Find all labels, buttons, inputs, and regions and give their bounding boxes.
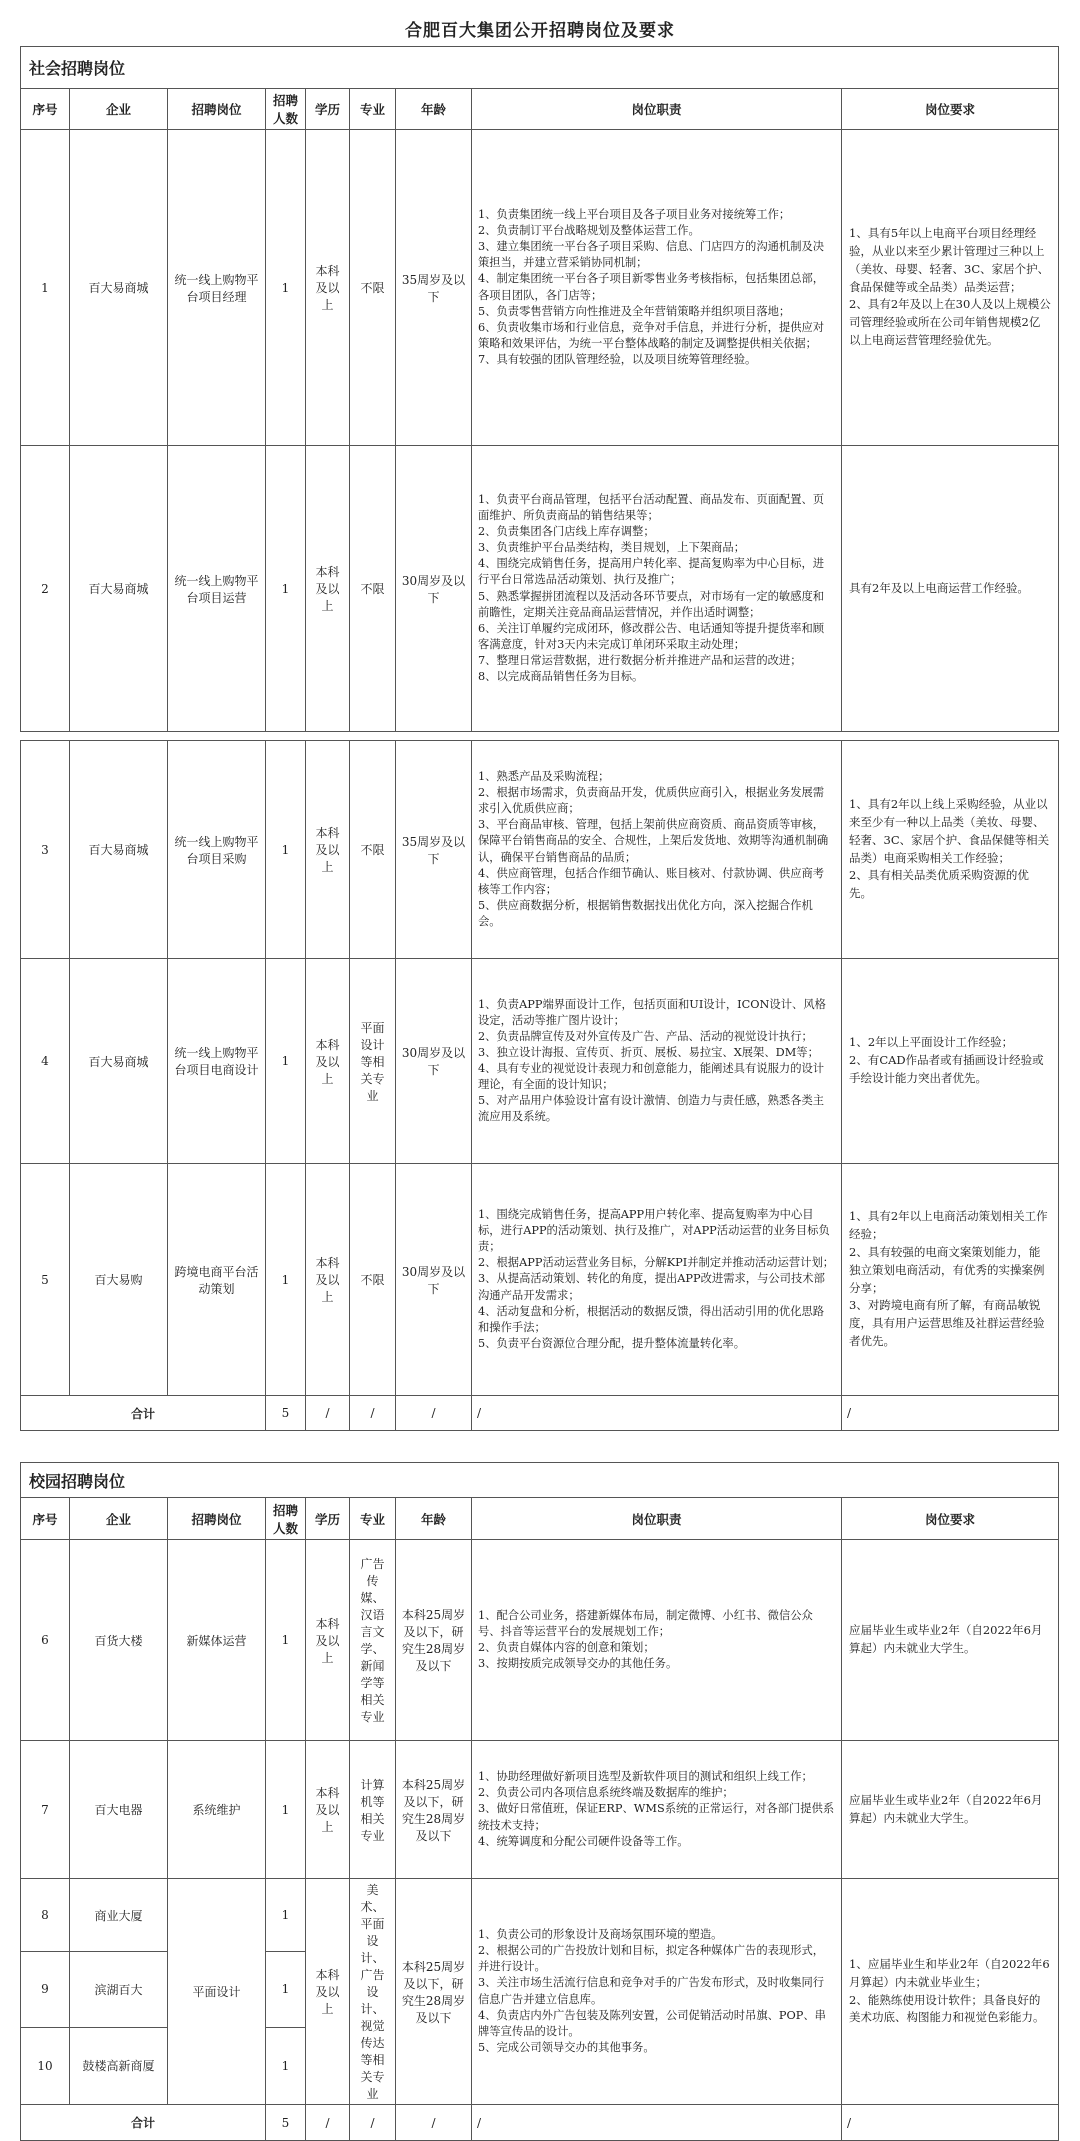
cell-duties [472, 446, 842, 732]
cell-edu: 本科及以上 [306, 741, 350, 959]
cell-reqs [842, 1164, 1059, 1396]
cell-duties [472, 1164, 842, 1396]
duty-item: 4、负责店内外广告包装及陈列安置，公司促销活动时吊旗、POP、串牌等宣传品的设计。 [478, 2008, 826, 2038]
header-position: 招聘岗位 [168, 1498, 266, 1540]
total-label: 合计 [21, 2105, 266, 2141]
cell-no: 2 [21, 446, 70, 732]
cell-position: 系统维护 [168, 1741, 266, 1879]
cell-major: 平面设计等相关专业 [350, 959, 396, 1164]
duty-item: 1、负责集团统一线上平台项目及各子项目业务对接统筹工作； [478, 208, 791, 222]
cell-position: 统一线上购物平台项目运营 [168, 446, 266, 732]
cell-position: 统一线上购物平台项目采购 [168, 741, 266, 959]
cell-edu: 本科及以上 [306, 446, 350, 732]
cell-count: 1 [266, 1952, 306, 2027]
page-title: 合肥百大集团公开招聘岗位及要求 [405, 21, 675, 41]
cell-count: 1 [266, 446, 306, 732]
cell-edu: 本科及以上 [306, 1540, 350, 1741]
req-item: 1、应届毕业生和毕业2年（自2022年6月算起）内未就业毕业生； [849, 1956, 1050, 1989]
cell-major: 不限 [350, 446, 396, 732]
req-item: 应届毕业生或毕业2年（自2022年6月算起）内未就业大学生。 [849, 1792, 1043, 1825]
req-item: 2、具有2年及以上在30人及以上规模公司管理经验或所在公司年销售规模2亿以上电商运营管理经验优先。 [849, 297, 1051, 348]
duty-item: 2、根据APP活动运营业务目标，分解KPI并制定并推动活动运营计划； [478, 1256, 835, 1270]
duty-item: 5、供应商数据分析，根据销售数据找出优化方向，深入挖掘合作机会。 [478, 898, 813, 928]
duty-item: 3、从提高活动策划、转化的角度，提出APP改进需求，与公司技术部沟通产品开发需求； [478, 1272, 825, 1302]
duty-item: 7、具有较强的团队管理经验，以及项目统筹管理经验。 [478, 352, 757, 366]
header-count: 招聘人数 [266, 89, 306, 130]
cell-major: 不限 [350, 1164, 396, 1396]
cell-no: 7 [21, 1741, 70, 1879]
duty-item: 4、围绕完成销售任务，提高用户转化率、提高复购率为中心目标，进行平台日常选品活动策划、执行及推广； [478, 557, 825, 587]
cell-duties [472, 959, 842, 1164]
header-row [21, 89, 1059, 130]
cell-position: 新媒体运营 [168, 1540, 266, 1741]
header-major: 专业 [350, 89, 396, 130]
cell-duties [472, 1741, 842, 1879]
cell-no: 8 [21, 1879, 70, 1952]
duty-item: 4、活动复盘和分析，根据活动的数据反馈，得出活动引用的优化思路和操作手法； [478, 1304, 825, 1334]
total-slash: / [396, 2105, 472, 2141]
duty-item: 5、完成公司领导交办的其他事务。 [478, 2040, 655, 2054]
duty-item: 1、熟悉产品及采购流程； [478, 770, 610, 784]
header-count: 招聘人数 [266, 1498, 306, 1540]
duty-item: 7、整理日常运营数据，进行数据分析并推进产品和运营的改进； [478, 653, 802, 667]
duty-item: 6、负责收集市场和行业信息，竞争对手信息，并进行分析，提供应对策略和效果评估，为统一平台整体战略的制定及调整提供相关依据； [478, 320, 825, 350]
duty-item: 3、按期按质完成领导交办的其他任务。 [478, 1657, 678, 1671]
duty-item: 3、负责维护平台品类结构，类目规划，上下架商品； [478, 541, 746, 555]
cell-edu: 本科及以上 [306, 959, 350, 1164]
cell-company: 百货大楼 [70, 1540, 168, 1741]
header-company: 企业 [70, 1498, 168, 1540]
cell-count: 1 [266, 1879, 306, 1952]
cell-major: 广告传媒、汉语言文学、新闻学等相关专业 [350, 1540, 396, 1741]
cell-company: 商业大厦 [70, 1879, 168, 1952]
cell-reqs [842, 959, 1059, 1164]
duty-item: 1、协助经理做好新项目选型及新软件项目的测试和组织上线工作； [478, 1770, 813, 1784]
req-item: 1、具有2年以上电商活动策划相关工作经验； [849, 1209, 1048, 1242]
header-position: 招聘岗位 [168, 89, 266, 130]
cell-age: 35周岁及以下 [396, 130, 472, 446]
total-slash: / [306, 2105, 350, 2141]
total-slash: / [350, 1396, 396, 1431]
header-edu: 学历 [306, 89, 350, 130]
cell-age: 本科25周岁及以下，研究生28周岁及以下 [396, 1540, 472, 1741]
header-no: 序号 [21, 1498, 70, 1540]
header-row [21, 1498, 1059, 1540]
duty-item: 3、做好日常值班，保证ERP、WMS系统的正常运行，对各部门提供系统技术支持； [478, 1802, 835, 1832]
req-item: 1、具有2年以上线上采购经验，从业以来至少有一种以上品类（美妆、母婴、轻奢、3C、家居个护、食品保健等相关品类）电商采购相关工作经验； [849, 797, 1050, 865]
cell-company: 百大电器 [70, 1741, 168, 1879]
table-row [21, 130, 1059, 446]
duty-item: 2、根据公司的广告投放计划和目标，拟定各种媒体广告的表现形式，并进行设计。 [478, 1944, 825, 1974]
duty-item: 1、配合公司业务，搭建新媒体布局，制定微博、小红书、微信公众号、抖音等运营平台的发展规划工作； [478, 1608, 813, 1638]
cell-major: 计算机等相关专业 [350, 1741, 396, 1879]
header-duties: 岗位职责 [472, 1498, 842, 1540]
header-company: 企业 [70, 89, 168, 130]
total-slash: / [842, 1396, 1059, 1431]
total-slash: / [350, 2105, 396, 2141]
duty-item: 4、制定集团统一平台各子项目新零售业务考核指标，包括集团总部，各项目团队，各门店等； [478, 272, 825, 302]
total-count: 5 [266, 2105, 306, 2141]
total-slash: / [472, 1396, 842, 1431]
table-row [21, 1164, 1059, 1396]
duty-item: 1、围绕完成销售任务，提高APP用户转化率、提高复购率为中心目标，进行APP的活动策划、执行及推广，对APP活动运营的业务目标负责； [478, 1208, 830, 1254]
table-row [21, 1879, 1059, 1952]
total-count: 5 [266, 1396, 306, 1431]
cell-age: 本科25周岁及以下，研究生28周岁及以下 [396, 1741, 472, 1879]
section-title-social: 社会招聘岗位 [21, 47, 1059, 89]
header-duties: 岗位职责 [472, 89, 842, 130]
duty-item: 3、平台商品审核、管理，包括上架前供应商资质、商品资质等审核，保障平台销售商品的安全、合规性，上架后发货地、效期等沟通机制确认，确保平台销售商品的品质； [478, 818, 829, 864]
cell-reqs [842, 741, 1059, 959]
duty-item: 2、负责公司内各项信息系统终端及数据库的维护； [478, 1786, 734, 1800]
cell-no: 1 [21, 130, 70, 446]
cell-reqs [842, 1741, 1059, 1879]
cell-age: 本科25周岁及以下，研究生28周岁及以下 [396, 1879, 472, 2105]
cell-company: 鼓楼高新商厦 [70, 2027, 168, 2105]
cell-position: 统一线上购物平台项目电商设计 [168, 959, 266, 1164]
duty-item: 2、负责品牌宣传及对外宣传及广告、产品、活动的视觉设计执行； [478, 1029, 813, 1043]
cell-duties [472, 1879, 842, 2105]
table-row [21, 1741, 1059, 1879]
cell-no: 9 [21, 1952, 70, 2027]
cell-company: 百大易购 [70, 1164, 168, 1396]
cell-duties [472, 130, 842, 446]
duty-item: 5、负责平台资源位合理分配，提升整体流量转化率。 [478, 1336, 746, 1350]
cell-major: 不限 [350, 130, 396, 446]
req-item: 具有2年及以上电商运营工作经验。 [849, 580, 1029, 595]
duty-item: 6、关注订单履约完成闭环，修改群公告、电话通知等提升提货率和顾客满意度，针对3天内未完成订单闭环采取主动处理； [478, 621, 825, 651]
cell-edu: 本科及以上 [306, 1741, 350, 1879]
duty-item: 4、供应商管理，包括合作细节确认、账目核对、付款协调、供应商考核等工作内容； [478, 866, 825, 896]
cell-company: 滨湖百大 [70, 1952, 168, 2027]
duty-item: 2、负责集团各门店线上库存调整； [478, 525, 655, 539]
cell-reqs [842, 446, 1059, 732]
cell-position: 跨境电商平台活动策划 [168, 1164, 266, 1396]
cell-company: 百大易商城 [70, 446, 168, 732]
cell-company: 百大易商城 [70, 741, 168, 959]
cell-edu: 本科及以上 [306, 130, 350, 446]
duty-item: 1、负责APP端界面设计工作，包括页面和UI设计，ICON设计、风格设定，活动等推广图片设计； [478, 997, 826, 1027]
header-no: 序号 [21, 89, 70, 130]
cell-major: 不限 [350, 741, 396, 959]
cell-position: 平面设计 [168, 1879, 266, 2105]
cell-duties [472, 1540, 842, 1741]
duty-item: 2、根据市场需求，负责商品开发，优质供应商引入，根据业务发展需求引入优质供应商； [478, 786, 825, 816]
table-row [21, 446, 1059, 732]
duty-item: 1、负责公司的形象设计及商场氛围环境的塑造。 [478, 1928, 723, 1942]
cell-count: 1 [266, 1540, 306, 1741]
table-row [21, 741, 1059, 959]
header-major: 专业 [350, 1498, 396, 1540]
total-row [21, 2105, 1059, 2141]
social-table-part2 [20, 740, 1059, 1431]
total-slash: / [396, 1396, 472, 1431]
req-item: 2、具有相关品类优质采购资源的优先。 [849, 868, 1029, 901]
cell-count: 1 [266, 2027, 306, 2105]
table-row [21, 1540, 1059, 1741]
total-slash: / [306, 1396, 350, 1431]
duty-item: 1、负责平台商品管理，包括平台活动配置、商品发布、页面配置、页面维护、所负责商品的销售结果等； [478, 493, 825, 523]
req-item: 1、2年以上平面设计工作经验； [849, 1035, 1014, 1050]
header-age: 年龄 [396, 1498, 472, 1540]
header-age: 年龄 [396, 89, 472, 130]
duty-item: 5、负责零售营销方向性推进及全年营销策略并组织项目落地； [478, 304, 791, 318]
total-slash: / [472, 2105, 842, 2141]
header-reqs: 岗位要求 [842, 1498, 1059, 1540]
duty-item: 5、熟悉掌握拼团流程以及活动各环节要点，对市场有一定的敏感度和前瞻性，定期关注竞品商品运营情况，并作出适时调整； [478, 589, 825, 619]
header-reqs: 岗位要求 [842, 89, 1059, 130]
total-slash: / [842, 2105, 1059, 2141]
cell-age: 30周岁及以下 [396, 959, 472, 1164]
cell-major: 美术、平面设计、广告设计、视觉传达等相关专业 [350, 1879, 396, 2105]
cell-reqs [842, 1540, 1059, 1741]
cell-edu: 本科及以上 [306, 1879, 350, 2105]
req-item: 2、能熟练使用设计软件；具备良好的美术功底、构图能力和视觉色彩能力。 [849, 1992, 1045, 2025]
duty-item: 3、建立集团统一平台各子项目采购、信息、门店四方的沟通机制及决策担当，并建立营采销协同机制； [478, 240, 825, 270]
duty-item: 4、具有专业的视觉设计表现力和创意能力，能阐述具有说服力的设计理论，有全面的设计知识； [478, 1062, 825, 1092]
cell-edu: 本科及以上 [306, 1164, 350, 1396]
duty-item: 3、独立设计海报、宣传页、折页、展板、易拉宝、X展架、DM等； [478, 1045, 819, 1059]
cell-no: 6 [21, 1540, 70, 1741]
cell-count: 1 [266, 1741, 306, 1879]
table-row [21, 959, 1059, 1164]
req-item: 1、具有5年以上电商平台项目经理经验，从业以来至少累计管理过三种以上（美妆、母婴、轻奢、3C、家居个护、食品保健等或全品类）品类运营； [849, 226, 1050, 294]
req-item: 应届毕业生或毕业2年（自2022年6月算起）内未就业大学生。 [849, 1623, 1043, 1655]
header-edu: 学历 [306, 1498, 350, 1540]
req-item: 3、对跨境电商有所了解，有商品敏锐度，具有用户运营思维及社群运营经验者优先。 [849, 1298, 1045, 1348]
duty-item: 5、对产品用户体验设计富有设计激情、创造力与责任感，熟悉各类主流应用及系统。 [478, 1094, 825, 1124]
campus-table [20, 1462, 1059, 2141]
total-label: 合计 [21, 1396, 266, 1431]
cell-reqs [842, 1879, 1059, 2105]
req-item: 2、具有较强的电商文案策划能力，能独立策划电商活动，有优秀的实操案例分享； [849, 1244, 1045, 1295]
social-table-part1 [20, 46, 1059, 732]
cell-no: 3 [21, 741, 70, 959]
cell-count: 1 [266, 959, 306, 1164]
cell-count: 1 [266, 741, 306, 959]
cell-age: 30周岁及以下 [396, 446, 472, 732]
total-row [21, 1396, 1059, 1431]
duty-item: 2、负责自媒体内容的创意和策划； [478, 1641, 655, 1654]
duty-item: 3、关注市场生活流行信息和竞争对手的广告发布形式，及时收集同行信息广告并建立信息库。 [478, 1976, 825, 2006]
cell-company: 百大易商城 [70, 959, 168, 1164]
cell-age: 35周岁及以下 [396, 741, 472, 959]
cell-duties [472, 741, 842, 959]
duty-item: 4、统筹调度和分配公司硬件设备等工作。 [478, 1834, 689, 1848]
cell-count: 1 [266, 1164, 306, 1396]
cell-company: 百大易商城 [70, 130, 168, 446]
cell-no: 10 [21, 2027, 70, 2105]
cell-reqs [842, 130, 1059, 446]
section-title-campus: 校园招聘岗位 [21, 1463, 1059, 1498]
cell-no: 5 [21, 1164, 70, 1396]
cell-age: 30周岁及以下 [396, 1164, 472, 1396]
cell-count: 1 [266, 130, 306, 446]
req-item: 2、有CAD作品者或有插画设计经验或手绘设计能力突出者优先。 [849, 1053, 1044, 1085]
cell-no: 4 [21, 959, 70, 1164]
cell-position: 统一线上购物平台项目经理 [168, 130, 266, 446]
duty-item: 8、以完成商品销售任务为目标。 [478, 669, 644, 683]
duty-item: 2、负责制订平台战略规划及整体运营工作。 [478, 224, 700, 238]
